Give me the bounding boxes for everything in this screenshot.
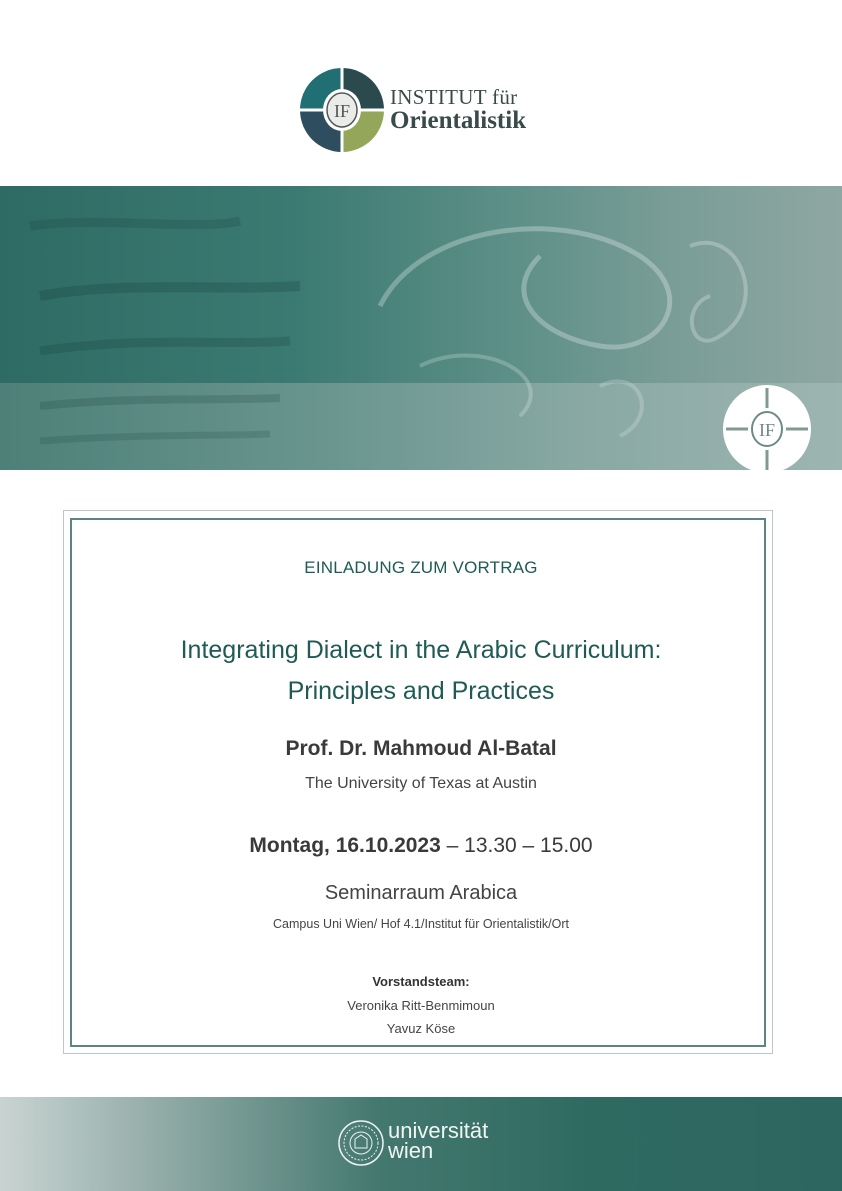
event-time: – 13.30 – 15.00 <box>440 834 593 857</box>
university-wordmark-line2: wien <box>388 1138 434 1163</box>
event-address: Campus Uni Wien/ Hof 4.1/Institut für Orientalistik/Ort <box>273 917 569 931</box>
university-wordmark <box>388 1118 489 1163</box>
institute-logo <box>300 68 560 152</box>
institute-name <box>390 86 526 134</box>
university-seal-icon <box>338 1120 384 1166</box>
university-wordmark-line1: universität <box>388 1118 489 1143</box>
lecture-title <box>70 630 772 712</box>
banner-emblem-icon <box>722 384 812 474</box>
institute-name-line2: Orientalistik <box>390 107 527 134</box>
speaker-affiliation: The University of Texas at Austin <box>305 775 537 792</box>
header-banner-image <box>0 186 842 470</box>
board-heading: Vorstandsteam: <box>372 974 470 989</box>
event-room: Seminarraum Arabica <box>324 882 518 904</box>
lecture-title-line1: Integrating Dialect in the Arabic Curriculum: <box>180 636 662 664</box>
lecture-title-line2: Principles and Practices <box>287 677 555 705</box>
speaker-name: Prof. Dr. Mahmoud Al-Batal <box>285 737 557 760</box>
board-member: Yavuz Köse <box>386 1021 456 1036</box>
invitation-label: EINLADUNG ZUM VORTRAG <box>304 558 538 577</box>
event-date: Montag, 16.10.2023 <box>249 834 441 857</box>
event-datetime <box>70 834 772 858</box>
svg-text:IF: IF <box>333 101 351 121</box>
institute-logo-emblem-icon <box>300 68 384 152</box>
board-member: Veronika Ritt-Benmimoun <box>347 998 495 1013</box>
svg-text:IF: IF <box>758 420 776 440</box>
institute-name-line1: INSTITUT für <box>390 85 518 109</box>
chalkboard-writing-texture <box>0 186 842 470</box>
